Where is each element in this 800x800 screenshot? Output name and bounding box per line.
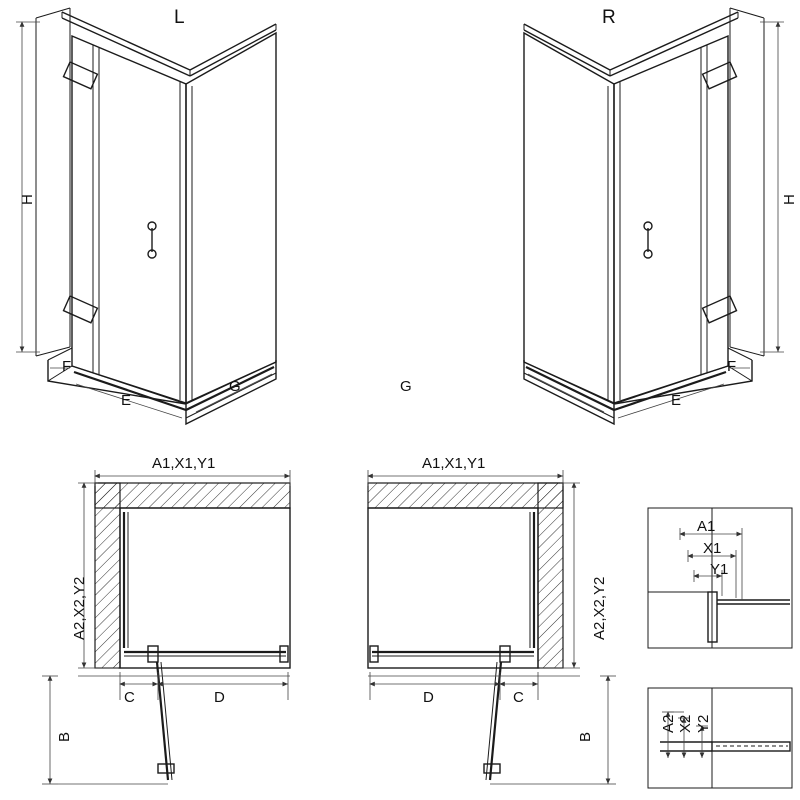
plan-right-side-dim-label: A2,X2,Y2	[591, 576, 608, 640]
iso-right-title: R	[602, 7, 616, 28]
plan-right-top-dim-label: A1,X1,Y1	[422, 455, 486, 472]
iso-right-height-label: H	[781, 194, 798, 205]
iso-left-e-label: E	[121, 392, 132, 409]
plan-right-seg-c-label: C	[513, 689, 524, 706]
iso-left-height-label: H	[19, 194, 36, 205]
detail-view-bottom	[648, 688, 792, 788]
iso-right-e-label: E	[671, 392, 682, 409]
iso-right-f-label: F	[727, 358, 737, 375]
detail-top-y1-label: Y1	[710, 561, 729, 578]
iso-view-right	[524, 8, 784, 424]
plan-left-top-dim-label: A1,X1,Y1	[152, 455, 216, 472]
plan-left-side-dim-label: A2,X2,Y2	[71, 576, 88, 640]
iso-right-g-label: G	[400, 378, 412, 395]
plan-left-swing-dim-label: B	[56, 731, 73, 742]
detail-top-x1-label: X1	[703, 540, 722, 557]
plan-right-swing-dim-label: B	[577, 731, 594, 742]
detail-bottom-y2-label: Y2	[695, 714, 712, 733]
iso-left-f-label: F	[62, 358, 72, 375]
plan-left-seg-d-label: D	[214, 689, 225, 706]
detail-top-a1-label: A1	[697, 518, 716, 535]
iso-left-g-label: G	[229, 378, 241, 395]
detail-view-top	[648, 508, 792, 648]
iso-left-title: L	[174, 7, 185, 28]
plan-right-seg-d-label: D	[423, 689, 434, 706]
iso-view-left	[16, 8, 276, 424]
detail-bottom-x2-label: X2	[677, 714, 694, 733]
plan-left-seg-c-label: C	[124, 689, 135, 706]
detail-bottom-a2-label: A2	[660, 714, 677, 733]
